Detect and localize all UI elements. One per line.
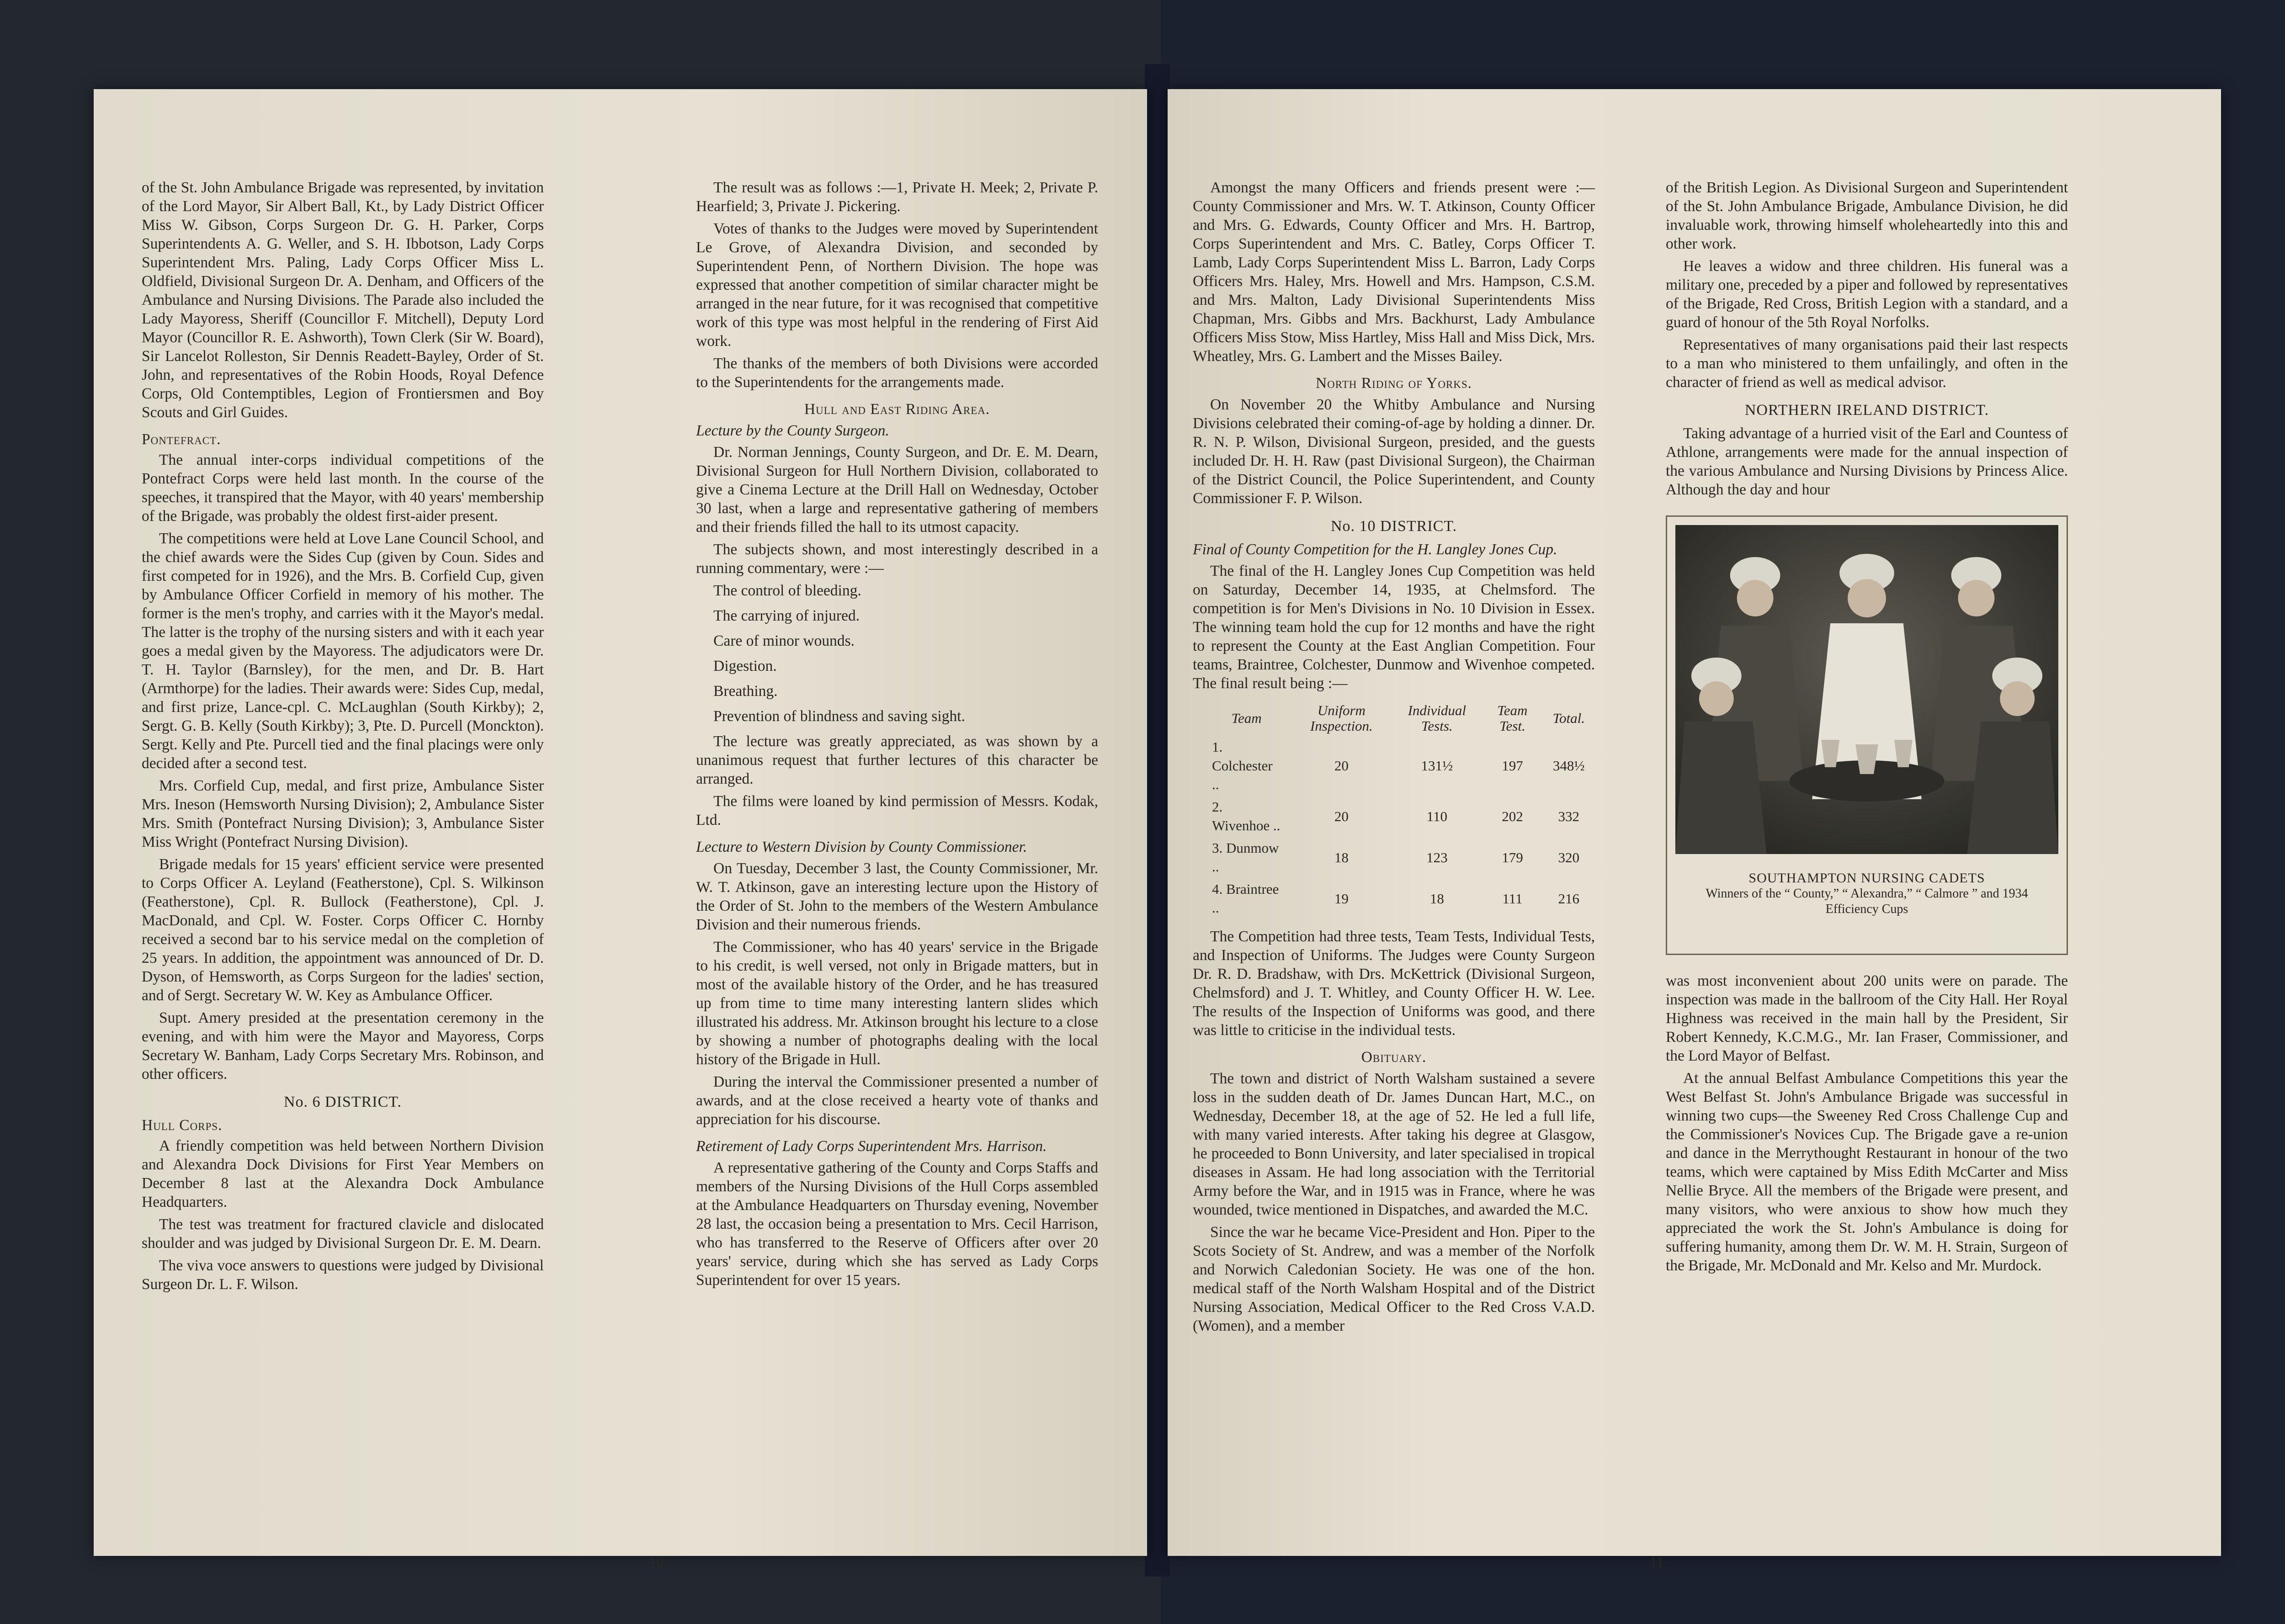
- table-cell: 4. Braintree ..: [1212, 881, 1279, 916]
- figure-caption-text: Winners of the “ County,” “ Alexandra,” “ Calmore ” and 1934 Efficiency Cups: [1706, 886, 2028, 916]
- list-item: Breathing.: [713, 683, 778, 700]
- list-item: Digestion.: [713, 658, 777, 674]
- table-cell: 131½: [1421, 758, 1453, 774]
- paragraph: The thanks of the members of both Divisions were accorded to the Superintendents for the arrangements made.: [696, 355, 1098, 391]
- table-cell: 18: [1429, 890, 1444, 907]
- table-cell: 20: [1334, 808, 1349, 824]
- figure-caption-title: SOUTHAMPTON NURSING CADETS: [1748, 870, 1985, 886]
- right-page: [1168, 89, 2221, 1570]
- paragraph: Since the war he became Vice-President and Hon. Piper to the Scots Society of St. Andrew, and was a member of the Norfolk and Norwich Caledonian Society. He was one of the hon. medical staff of the North Walsham Hospital and of the District Nursing Association, Medical Officer to the Red Cross V.A.D. (Women), and a member: [1193, 1224, 1595, 1334]
- paragraph: The final of the H. Langley Jones Cup Competition was held on Saturday, December 14, 1935, at Chelmsford. The competition is for Men's Divisions in No. 10 Division in Essex. The winning team hold the cup for 12 months and have the right to represent the County at the East Anglian Competition. Four teams, Braintree, Colchester, Dunmow and Wivenhoe competed. The final result being :—: [1193, 563, 1595, 692]
- table-header: Team Test.: [1497, 702, 1528, 734]
- nursing-cadets-photo-illustration: [1675, 525, 2058, 854]
- section-heading-north-riding: North Riding of Yorks.: [1315, 375, 1472, 392]
- table-cell: 197: [1502, 758, 1523, 774]
- table-header: Team: [1231, 710, 1262, 726]
- subheading-lecture-county-surgeon: Lecture by the County Surgeon.: [696, 422, 889, 439]
- right-page-column-2: [1666, 178, 2068, 1563]
- paragraph: of the St. John Ambulance Brigade was represented, by invitation of the Lord Mayor, Sir Albert Ball, Kt., by Lady District Officer Miss W. Gibson, Corps Surgeon Dr. G. H. Parker, Corps Superintendents A. G. Weller, and S. H. Ibbotson, Lady Corps Superintendent Mrs. Paling, Lady Corps Officer Miss L. Oldfield, Divisional Surgeon Dr. A. Denham, and Officers of the Ambulance and Nursing Divisions. The Parade also included the Lady Mayoress, Sheriff (Councillor F. Mitchell), Deputy Lord Mayor (Councillor R. E. Ashworth), Town Clerk (Sir W. Board), Sir Lancelot Rolleston, Sir Dennis Readett-Bayley, Order of St. John, and representatives of the Robin Hoods, Royal Defence Corps, Old Contemptibles, Legion of Frontiersmen and Boy Scouts and Girl Guides.: [142, 179, 544, 421]
- paragraph: The annual inter-corps individual competitions of the Pontefract Corps were held last month. In the course of the speeches, it transpired that the Mayor, with 40 years' membership of the Brigade, was probably the oldest first-aider present.: [142, 451, 544, 525]
- table-cell: 19: [1334, 890, 1349, 907]
- paragraph: Taking advantage of a hurried visit of the Earl and Countess of Athlone, arrangements were made for the annual inspection of the various Ambulance and Nursing Divisions by Princess Alice. Although the day and hour: [1666, 425, 2068, 498]
- paragraph: The films were loaned by kind permission of Messrs. Kodak, Ltd.: [696, 793, 1098, 828]
- subheading-retirement: Retirement of Lady Corps Superintendent Mrs. Harrison.: [696, 1138, 1047, 1155]
- table-header-row: [1202, 701, 1595, 736]
- paragraph: The competitions were held at Love Lane Council School, and the chief awards were the Sides Cup (given by Coun. Sides and first competed for in 1926), and the Mrs. B. Corfield Cup, given by Ambulance Officer Corfield in memory of his mother. The former is the men's trophy, and carries with it the Mayor's medal. The latter is the trophy of the nursing sisters and with it each year goes a medal given by the Mayoress. The adjudicators were Dr. T. H. Taylor (Barnsley), for the men, and Dr. B. Hart (Armthorpe) for the ladies. Their awards were: Sides Cup, medal, and first prize, Lance-cpl. C. McLaughlan (South Kirkby); 2, Sergt. G. B. Kelly (South Kirkby); 3, Pte. D. Purcell (Monckton). Sergt. Kelly and Pte. Purcell tied and the final placings were only decided after a second test.: [142, 530, 544, 772]
- table-cell: 216: [1558, 890, 1580, 907]
- table-cell: 3. Dunmow ..: [1212, 840, 1279, 875]
- subheading-lecture-western-division: Lecture to Western Division by County Commissioner.: [696, 839, 1027, 855]
- table-cell: 111: [1502, 890, 1523, 907]
- paragraph: He leaves a widow and three children. His funeral was a military one, preceded by a piper and followed by representatives of the Brigade, Red Cross, British Legion with a standard, and a guard of honour of the 5th Royal Norfolks.: [1666, 258, 2068, 331]
- paragraph: The result was as follows :—1, Private H. Meek; 2, Private P. Hearfield; 3, Private J. Pickering.: [696, 179, 1098, 215]
- paragraph: The Competition had three tests, Team Tests, Individual Tests, and Inspection of Uniforms. The Judges were County Surgeon Dr. R. D. Bradshaw, with Drs. McKettrick (Divisional Surgeon, Chelmsford) and J. T. Whitley, and County Officer H. W. Lee. The results of the Inspection of Uniforms was good, and there was little to criticise in the individual tests.: [1193, 928, 1595, 1039]
- paragraph: The Commissioner, who has 40 years' service in the Brigade to his credit, is well versed, not only in Brigade matters, but in most of the available history of the Order, and he has treasured up from time to time many interesting lantern slides which illustrated his address. Mr. Atkinson brought his lecture to a close by showing a number of photographs dealing with the local history of the Brigade in Hull.: [696, 939, 1098, 1068]
- paragraph: Amongst the many Officers and friends present were :— County Commissioner and Mrs. W. T. Atkinson, County Officer and Mrs. G. Edwards, County Officer and Mrs. H. Bartrop, Corps Superintendent and Mrs. C. Batley, Corps Officer T. Lamb, Lady Corps Superintendent Miss L. Barron, Lady Corps Officers Mrs. Haley, Mrs. Howell and Mrs. Hampson, C.S.M. and Mrs. Malton, Lady Divisional Superintendents Miss Chapman, Mrs. Gibbs and Mrs. Backhurst, Lady Ambulance Officers Miss Stow, Miss Hartley, Miss Hall and Miss Dick, Mrs. Wheatley, Mrs. G. Lambert and the Misses Bailey.: [1193, 179, 1595, 365]
- paragraph: Supt. Amery presided at the presentation ceremony in the evening, and with him were the Mayor and Mayoress, Corps Secretary W. Banham, Lady Corps Secretary Mrs. Robinson, and other officers.: [142, 1009, 544, 1083]
- section-heading-pontefract: Pontefract.: [142, 431, 221, 448]
- paragraph: On November 20 the Whitby Ambulance and Nursing Divisions celebrated their coming-of-age by holding a dinner. Dr. R. N. P. Wilson, Divisional Surgeon, presided, and the guests included Dr. H. H. Raw (past Divisional Surgeon), the Chairman of the District Council, the Police Superintendent, and County Commissioner F. P. Wilson.: [1193, 396, 1595, 507]
- paragraph: Dr. Norman Jennings, County Surgeon, and Dr. E. M. Dearn, Divisional Surgeon for Hull Northern Division, collaborated to give a Cinema Lecture at the Drill Hall on Wednesday, October 30 last, when a large and representative gathering of members and their friends filled the hall to its utmost capacity.: [696, 444, 1098, 536]
- table-header: Uniform Inspection.: [1310, 702, 1373, 734]
- table-cell: 2. Wivenhoe ..: [1212, 799, 1281, 833]
- paragraph: was most inconvenient about 200 units were on parade. The inspection was made in the ballroom of the City Hall. Her Royal Highness was received in the main hall by the President, Sir Robert Kennedy, K.C.M.G., Mr. Ian Fraser, Commissioner, and the Lord Mayor of Belfast.: [1666, 972, 2068, 1064]
- section-heading-no6: No. 6 DISTRICT.: [283, 1093, 402, 1110]
- table-row: [1202, 837, 1595, 878]
- paragraph: The viva voce answers to questions were judged by Divisional Surgeon Dr. L. F. Wilson.: [142, 1257, 544, 1293]
- table-cell: 1. Colchester ..: [1212, 739, 1273, 792]
- page-number: 10: [649, 1554, 664, 1570]
- paragraph: A friendly competition was held between Northern Division and Alexandra Dock Divisions for First Year Members on December 8 last at the Alexandra Dock Ambulance Headquarters.: [142, 1137, 544, 1210]
- paragraph: The subjects shown, and most interestingly described in a running commentary, were :—: [696, 541, 1098, 577]
- table-row: [1202, 736, 1595, 796]
- subheading-final-competition: Final of County Competition for the H. Langley Jones Cup.: [1193, 541, 1557, 558]
- photo-figure: [1666, 515, 2068, 955]
- table-cell: 20: [1334, 758, 1349, 774]
- table-cell: 320: [1558, 849, 1580, 865]
- book-binding: [1145, 64, 1170, 1576]
- list-item: Prevention of blindness and saving sight.: [713, 708, 965, 725]
- table-cell: 179: [1502, 849, 1523, 865]
- section-heading-northern-ireland: NORTHERN IRELAND DISTRICT.: [1744, 402, 1989, 419]
- table-cell: 348½: [1552, 758, 1585, 774]
- left-page-column-1: [142, 178, 544, 1563]
- paragraph: Brigade medals for 15 years' efficient service were presented to Corps Officer A. Leyland (Featherstone), Cpl. S. Wilkinson (Featherstone), Cpl. R. Bullock (Featherstone), Cpl. J. MacDonald, and Cpl. W. Foster. Corps Officer C. Hornby received a second bar to his service medal on the completion of 25 years. In addition, the appointment was announced of Dr. D. Dyson, of Hemsworth, as Corps Surgeon for the ladies' section, and of Sergt. Secretary W. W. Key as Ambulance Officer.: [142, 856, 544, 1004]
- page-number: 11: [1650, 1554, 1664, 1570]
- paragraph: A representative gathering of the County and Corps Staffs and members of the Nursing Divisions of the Hull Corps assembled at the Ambulance Headquarters on Thursday evening, November 28 last, the occasion being a presentation to Mrs. Cecil Harrison, who has transferred to the Reserve of Officers after over 20 years' service, during which she has served as Lady Corps Superintendent for over 15 years.: [696, 1159, 1098, 1289]
- paragraph: Representatives of many organisations paid their last respects to a man who ministered to them unfailingly, and often in the character of friend as well as medical advisor.: [1666, 336, 2068, 391]
- paragraph: of the British Legion. As Divisional Surgeon and Superintendent of the St. John Ambulance Brigade, Ambulance Division, he did invaluable work, throwing himself wholeheartedly into this and other work.: [1666, 179, 2068, 252]
- table-header: Individual Tests.: [1408, 702, 1467, 734]
- section-heading-obituary: Obituary.: [1361, 1049, 1427, 1066]
- paragraph: The town and district of North Walsham sustained a severe loss in the sudden death of Dr. James Duncan Hart, M.C., on Wednesday, December 18, at the age of 52. He led a full life, with many varied interests. After taking his degree at Glasgow, he proceeded to Bonn University, and later specialised in tropical diseases in Assam. He had long association with the Territorial Army before the War, and in 1915 was in France, where he was wounded, twice mentioned in Dispatches, and awarded the M.C.: [1193, 1070, 1595, 1218]
- left-page-column-2: [696, 178, 1098, 1563]
- table-cell: 332: [1558, 808, 1580, 824]
- table-row: [1202, 796, 1595, 837]
- table-cell: 123: [1426, 849, 1448, 865]
- list-item: The carrying of injured.: [713, 607, 860, 624]
- table-row: [1202, 878, 1595, 919]
- results-table: [1202, 701, 1595, 919]
- right-page-column-1: [1193, 178, 1595, 1563]
- table-cell: 110: [1426, 808, 1447, 824]
- list-item: Care of minor wounds.: [713, 632, 855, 649]
- paragraph: The test was treatment for fractured clavicle and dislocated shoulder and was judged by Divisional Surgeon Dr. E. M. Dearn.: [142, 1216, 544, 1252]
- section-heading-hull-corps: Hull Corps.: [142, 1117, 223, 1134]
- paragraph: At the annual Belfast Ambulance Competitions this year the West Belfast St. John's Ambulance Brigade was successful in winning two cups—the Sweeney Red Cross Challenge Cup and the Commissioner's Novices Cup. The Brigade gave a re-union and dance in the Merrythought Restaurant in honour of the two teams, which were captained by Miss Edith McCarter and Miss Nellie Bryce. All the members of the Brigade were present, and many visitors, who were anxious to show how much they appreciated the work the St. John's Ambulance is doing for suffering humanity, among them Dr. W. M. H. Strain, Surgeon of the Brigade, Mr. McDonald and Mr. Kelso and Mr. Murdock.: [1666, 1070, 2068, 1274]
- section-heading-hull-east-riding: Hull and East Riding Area.: [804, 401, 990, 418]
- nursing-cadets-photo: [1675, 525, 2058, 854]
- table-header: Total.: [1552, 710, 1585, 726]
- table-cell: 18: [1334, 849, 1349, 865]
- paragraph: During the interval the Commissioner presented a number of awards, and at the close received a hearty vote of thanks and appreciation for his discourse.: [696, 1073, 1098, 1128]
- paragraph: Votes of thanks to the Judges were moved by Superintendent Le Grove, of Alexandra Division, and seconded by Superintendent Penn, of Northern Division. The hope was expressed that another competition of similar character might be arranged in the near future, for it was recognised that competitive work of this type was most helpful in the rendering of First Aid work.: [696, 220, 1098, 350]
- list-item: The control of bleeding.: [713, 582, 861, 599]
- subjects-list: [713, 581, 1098, 726]
- section-heading-no10: No. 10 DISTRICT.: [1330, 518, 1457, 535]
- left-page: [94, 89, 1147, 1570]
- paragraph: On Tuesday, December 3 last, the County Commissioner, Mr. W. T. Atkinson, gave an interesting lecture upon the History of the Order of St. John to the members of the Western Ambulance Division and their numerous friends.: [696, 860, 1098, 933]
- table-cell: 202: [1502, 808, 1523, 824]
- paragraph: The lecture was greatly appreciated, as was shown by a unanimous request that further lectures of this character be arranged.: [696, 733, 1098, 787]
- paragraph: Mrs. Corfield Cup, medal, and first prize, Ambulance Sister Mrs. Ineson (Hemsworth Nursing Division); 2, Ambulance Sister Mrs. Smith (Pontefract Nursing Division); 3, Ambulance Sister Miss Wright (Pontefract Nursing Division).: [142, 777, 544, 850]
